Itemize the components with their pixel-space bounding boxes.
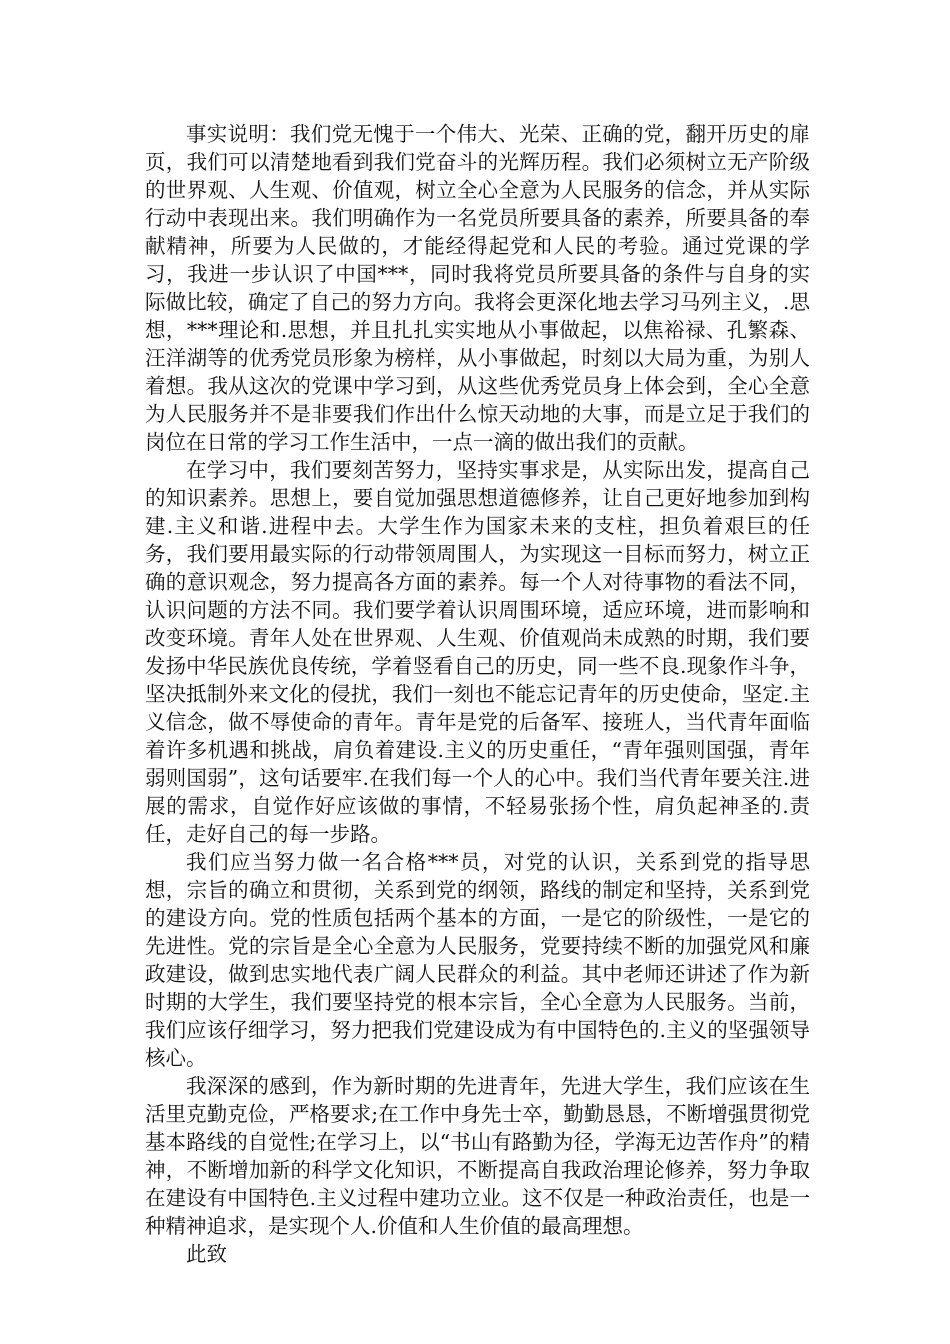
paragraph-4: 我深深的感到，作为新时期的先进青年，先进大学生，我们应该在生活里克勤克俭，严格要求;在工作中身先士卒，勤勤恳恳，不断增强贯彻党基本路线的自觉性;在学习上，以“书山有路勤为径，学海无边苦作舟”的精神，不断增加新的科学文化知识，不断提高自我政治理论修养，努力争取在建设有中国特色.主义过程中建功立业。这不仅是一种政治责任，也是一种精神追求，是实现个人.价值和人生价值的最高理想。 (145, 1074, 810, 1238)
paragraph-2: 在学习中，我们要刻苦努力，坚持实事求是，从实际出发，提高自己的知识素养。思想上，要自觉加强思想道德修养，让自己更好地参加到构建.主义和谐.进程中去。大学生作为国家未来的支柱，担负着艰巨的任务，我们要用最实际的行动带领周围人，为实现这一目标而努力，树立正确的意识观念，努力提高各方面的素养。每一个人对待事物的看法不同，认识问题的方法不同。我们要学着认识周围环境，适应环境，进而影响和改变环境。青年人处在世界观、人生观、价值观尚未成熟的时期，我们要发扬中华民族优良传统，学着竖看自己的历史，同一些不良.现象作斗争，坚决抵制外来文化的侵扰，我们一刻也不能忘记青年的历史使命，坚定.主义信念，做不辱使命的青年。青年是党的后备军、接班人，当代青年面临着许多机遇和挑战，肩负着建设.主义的历史重任，“青年强则国强，青年弱则国弱”，这句话要牢.在我们每一个人的心中。我们当代青年要关注.进展的需求，自觉作好应该做的事情，不轻易张扬个性，肩负起神圣的.责任，走好自己的每一步路。 (145, 458, 810, 846)
closing-salutation: 此致 (186, 1242, 227, 1266)
paragraph-1: 事实说明：我们党无愧于一个伟大、光荣、正确的党，翻开历史的扉页，我们可以清楚地看到我们党奋斗的光辉历程。我们必须树立无产阶级的世界观、人生观、价值观，树立全心全意为人民服务的信念，并从实际行动中表现出来。我们明确作为一名党员所要具备的素养，所要具备的奉献精神，所要为人民做的，才能经得起党和人民的考验。通过党课的学习，我进一步认识了中国***，同时我将党员所要具备的条件与自身的实际做比较，确定了自己的努力方向。我将会更深化地去学习马列主义，.思想，***理论和.思想，并且扎扎实实地从小事做起，以焦裕禄、孔繁森、汪洋湖等的优秀党员形象为榜样，从小事做起，时刻以大局为重，为别人着想。我从这次的党课中学习到，从这些优秀党员身上体会到，全心全意为人民服务并不是非要我们作出什么惊天动地的大事，而是立足于我们的岗位在日常的学习工作生活中，一点一滴的做出我们的贡献。 (145, 122, 810, 454)
document-body (145, 120, 810, 1268)
paragraph-3: 我们应当努力做一名合格***员，对党的认识，关系到党的指导思想，宗旨的确立和贯彻，关系到党的纲领，路线的制定和坚持，关系到党的建设方向。党的性质包括两个基本的方面，一是它的阶级性，一是它的先进性。党的宗旨是全心全意为人民服务，党要持续不断的加强党风和廉政建设，做到忠实地代表广阔人民群众的利益。其中老师还讲述了作为新时期的大学生，我们要坚持党的根本宗旨，全心全意为人民服务。当前，我们应该仔细学习，努力把我们党建设成为有中国特色的.主义的坚强领导核心。 (145, 850, 810, 1070)
